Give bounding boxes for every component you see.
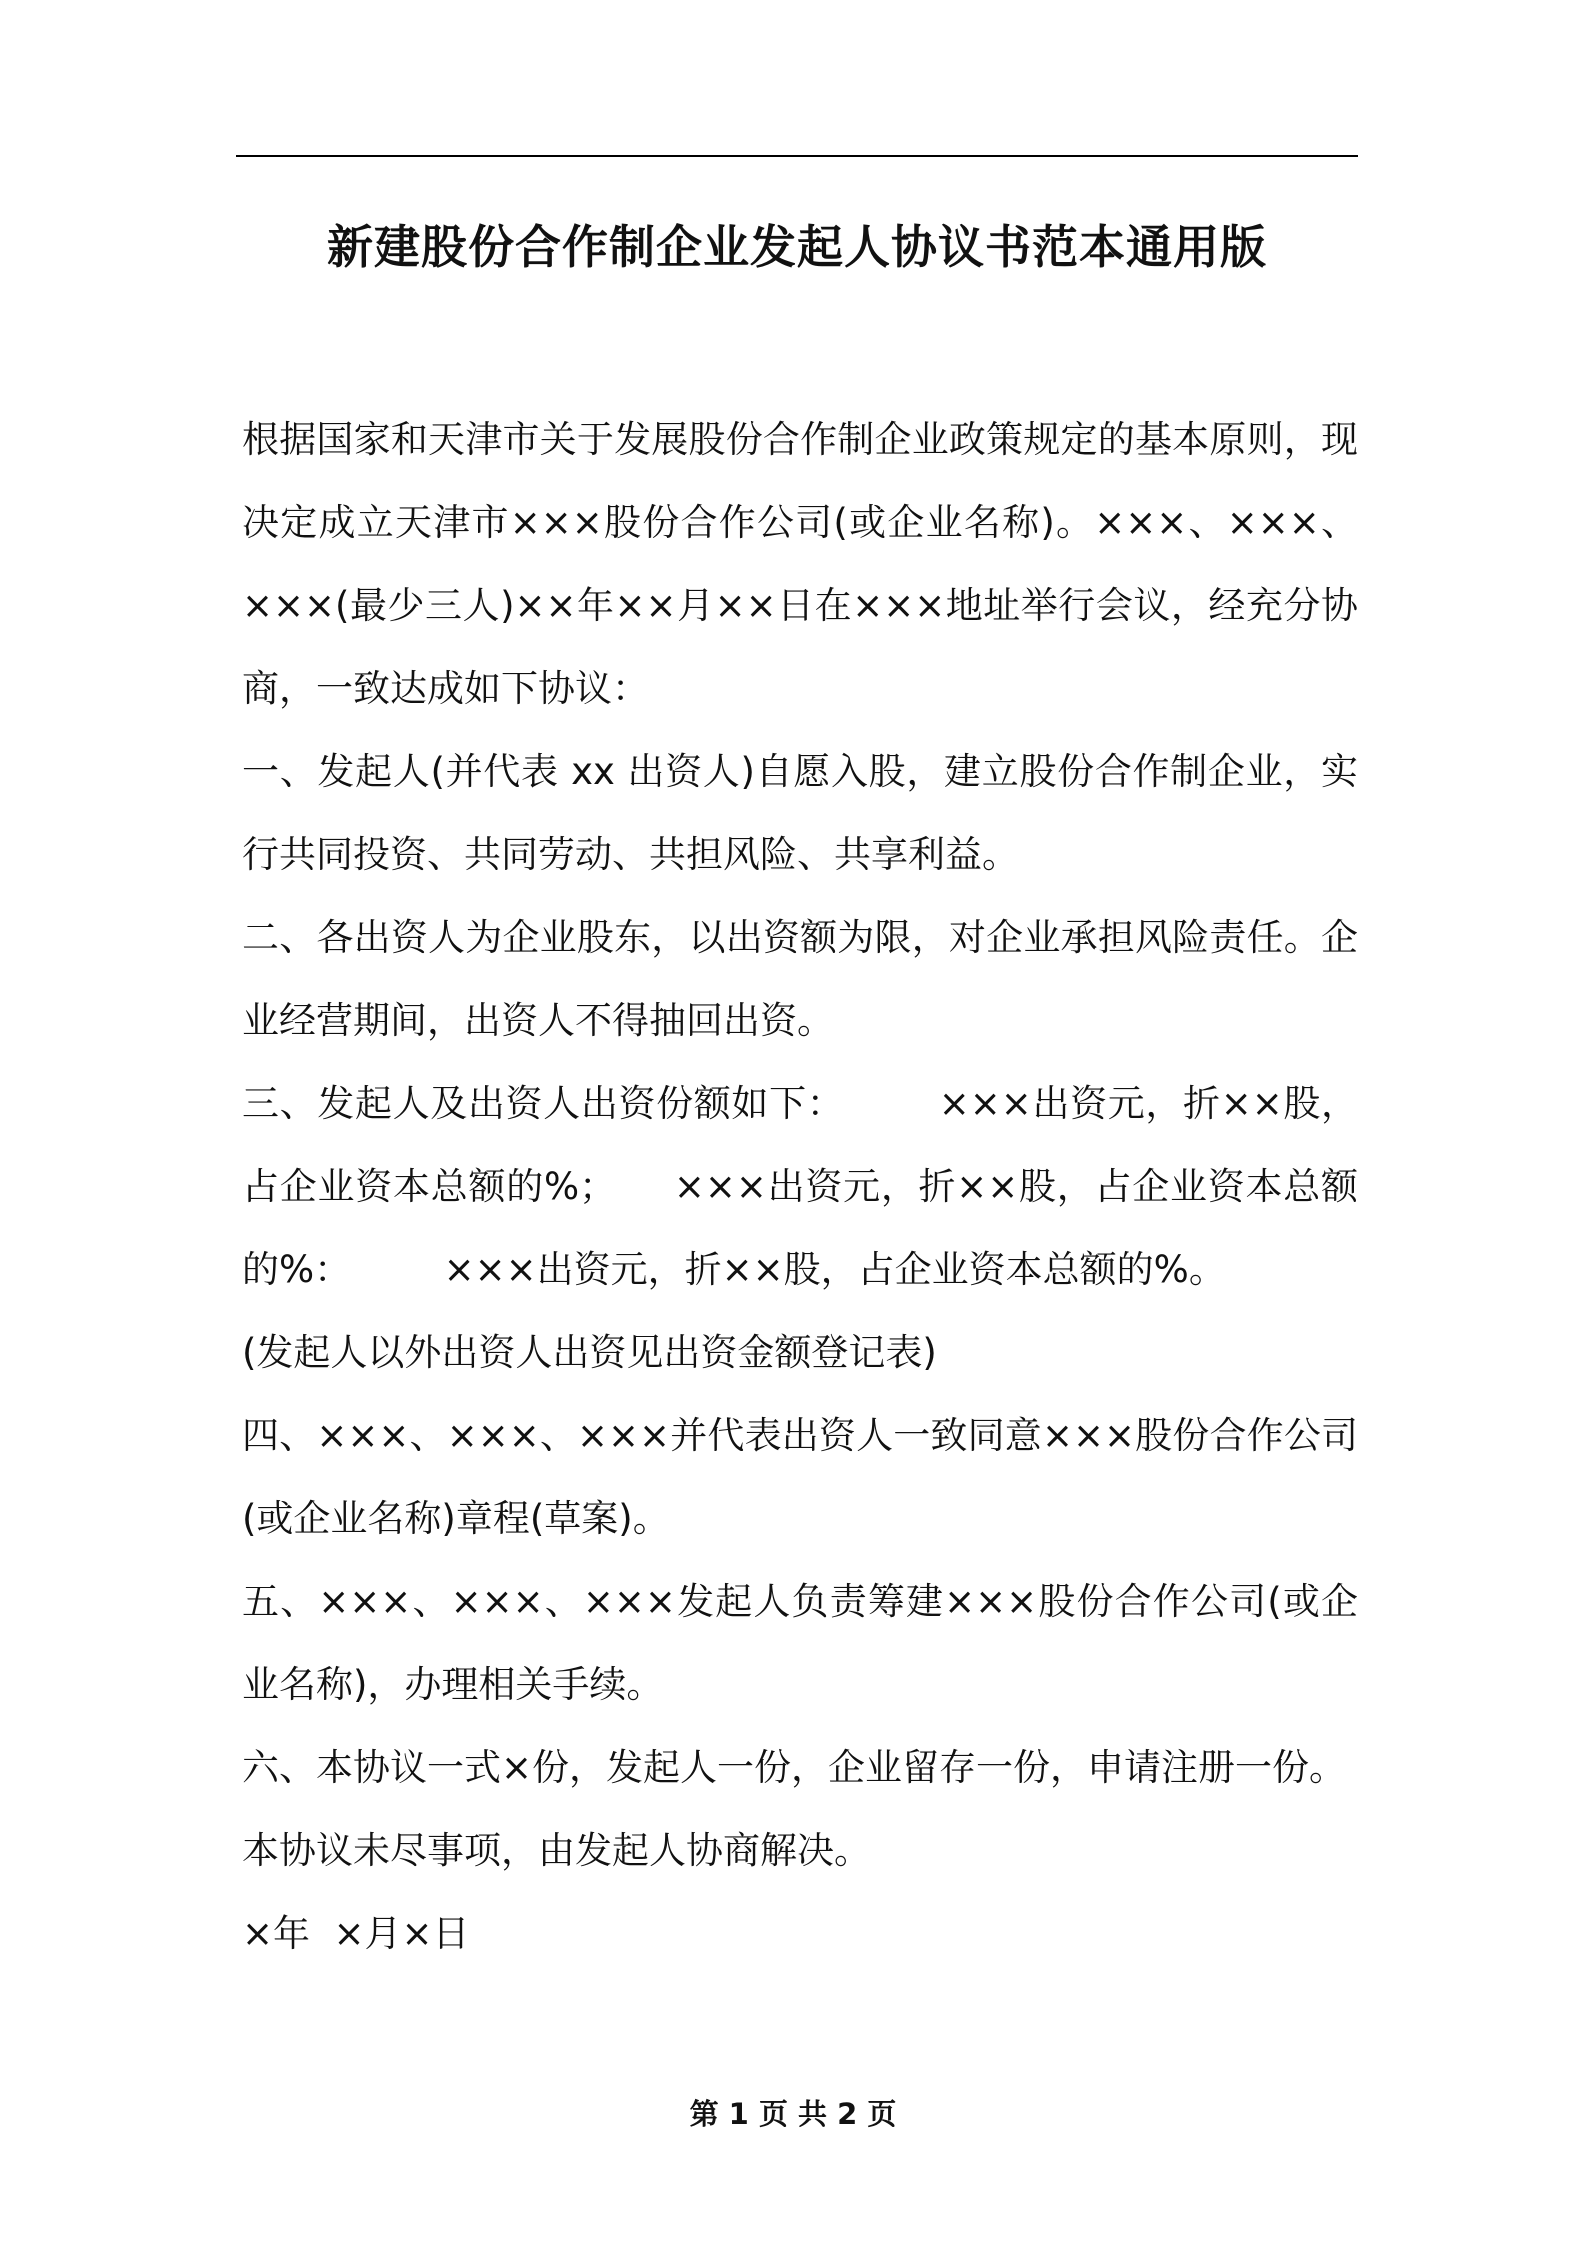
paragraph-clause-6: 六、本协议一式×份，发起人一份，企业留存一份，申请注册一份。: [242, 1746, 1347, 1789]
paragraph-preamble: 根据国家和天津市关于发展股份合作制企业政策规定的基本原则，现决定成立天津市×××股份合作公司(或企业名称)。×××、×××、×××(最少三人)××年××月××日在×××地址举行会议，经充分协商，一致达成如下协议：: [242, 418, 1358, 710]
header-rule: [236, 155, 1358, 157]
paragraph-clause-3: 三、发起人及出资人出资份额如下： ×××出资元，折××股，占企业资本总额的%； ×××出资元，折××股，占企业资本总额的%： ×××出资元，折××股，占企业资本总额的%。: [242, 1082, 1358, 1291]
paragraph-clause-1: 一、发起人(并代表 xx 出资人)自愿入股，建立股份合作制企业，实行共同投资、共同劳动、共担风险、共享利益。: [242, 750, 1358, 876]
paragraph-clause-3-note: (发起人以外出资人出资见出资金额登记表): [242, 1331, 937, 1374]
paragraph-clause-4: 四、×××、×××、×××并代表出资人一致同意×××股份合作公司(或企业名称)章程(草案)。: [242, 1414, 1358, 1540]
document-title: 新建股份合作制企业发起人协议书范本通用版: [327, 220, 1267, 274]
paragraph-clause-5: 五、×××、×××、×××发起人负责筹建×××股份合作公司(或企业名称)，办理相关手续。: [242, 1580, 1358, 1706]
paragraph-clause-2: 二、各出资人为企业股东，以出资额为限，对企业承担风险责任。企业经营期间，出资人不得抽回出资。: [242, 916, 1358, 1042]
date-line: ×年 ×月×日: [242, 1912, 470, 1955]
document-body: [242, 398, 1358, 1975]
paragraph-closing: 本协议未尽事项，由发起人协商解决。: [242, 1829, 871, 1872]
page-indicator: 第 1 页 共 2 页: [689, 2097, 897, 2131]
